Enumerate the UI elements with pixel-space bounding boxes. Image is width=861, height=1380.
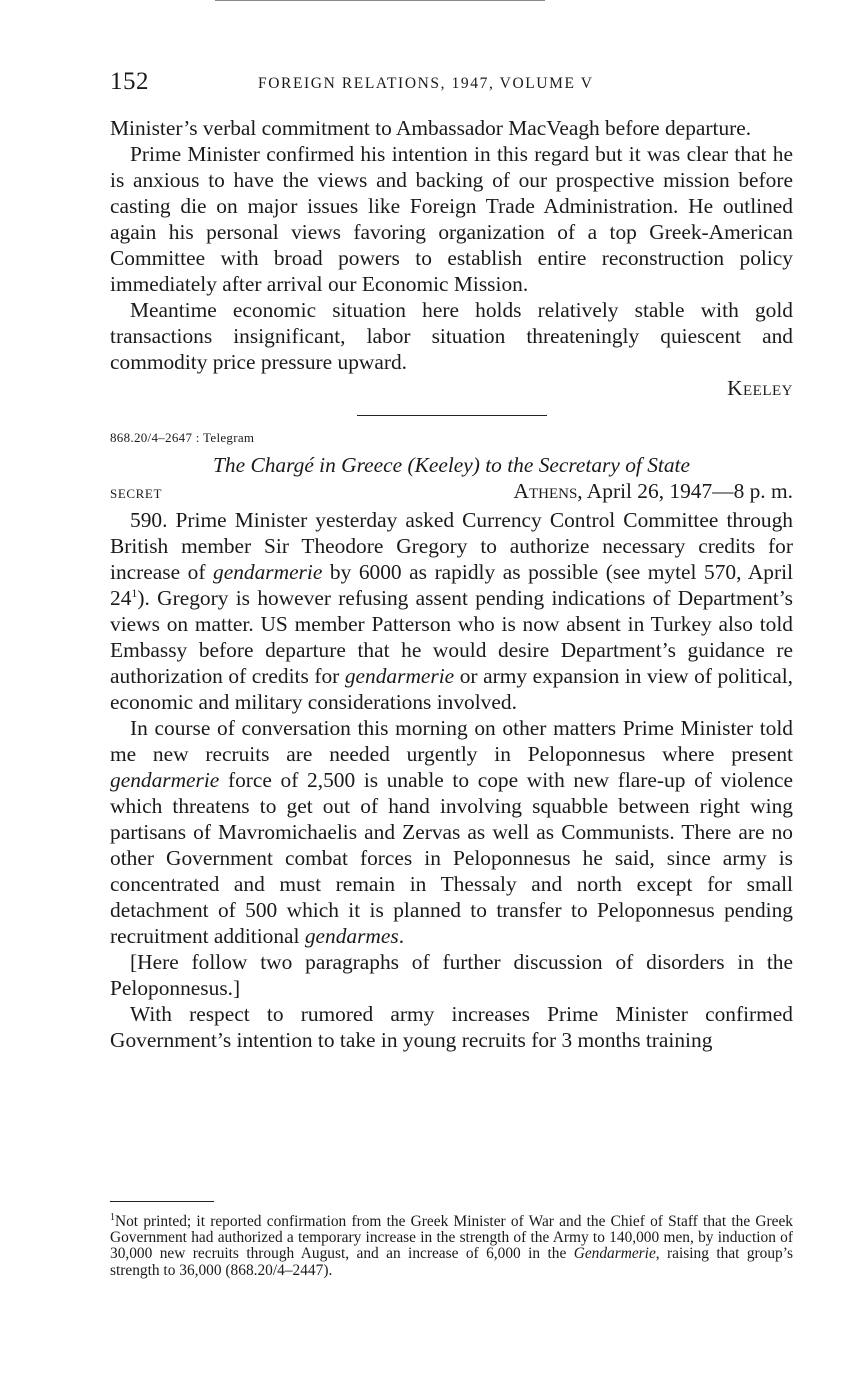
page-number: 152 bbox=[110, 68, 149, 95]
page-header bbox=[110, 68, 793, 98]
telegram-paragraph-1: 590. Prime Minister yesterday asked Currency Control Committee through British member Sir Theodore Gregory to authorize necessary credits for increase of gendarmerie by 6000 as rapidly as possible (see mytel 570, April $24^1$). Gregory is however refusing assent pending indications of Department’s views on matter. US member Patterson who is now absent in Turkey also told Embassy before departure that he would desire Department’s guidance re authorization of credits for gendarmerie or army expansion in view of political, economic and military considerations involved. bbox=[110, 508, 794, 714]
footnote-reference: 1 bbox=[131, 585, 138, 600]
place: Athens bbox=[513, 479, 578, 503]
signature: Keeley bbox=[727, 376, 793, 400]
section-separator bbox=[357, 415, 547, 416]
page-body bbox=[110, 115, 793, 1053]
document-title: The Chargé in Greece (Keeley) to the Secretary of State bbox=[213, 453, 690, 477]
running-head: FOREIGN RELATIONS, 1947, VOLUME V bbox=[258, 75, 594, 92]
continuation-paragraph-2: Prime Minister confirmed his intention in this regard but it was clear that he is anxious to have the views and backing of our prospective mission before casting die on major issues like Foreign Trade Administration. He outlined again his personal views favoring organization of a top Greek-American Committee with broad powers to establish entire reconstruction policy immediately after arrival our Economic Mission. bbox=[110, 142, 793, 296]
footnote-rule bbox=[110, 1201, 214, 1202]
telegram-paragraph-2: In course of conversation this morning on other matters Prime Minister told me new recruits are needed urgently in Peloponnesus where present gendarmerie force of 2,500 is unable to cope with new flare-up of violence which threatens to get out of hand involving squabble between right wing partisans of Mavromichaelis and Zervas as well as Communists. There are no other Government combat forces in Peloponnesus he said, since army is concentrated and must remain in Thessaly and north except for small detachment of 500 which it is planned to transfer to Peloponnesus pending recruitment additional gendarmes. bbox=[110, 716, 793, 948]
file-reference: 868.20/4–2647 : Telegram bbox=[110, 430, 255, 445]
date: , April 26, 1947—8 p. m. bbox=[577, 479, 793, 503]
classification: SECRET bbox=[110, 486, 162, 501]
top-rule bbox=[215, 0, 545, 1]
footnote: $^1$Not printed; it reported confirmation from the Greek Minister of War and the Chief of Staff that the Greek Government had authorized a temporary increase in the strength of the Army to 140,000 men, by induction of 30,000 new recruits through August, and an increase of 6,000 in the Gendarmerie, raising that group’s strength to 36,000 (868.20/4–2447). bbox=[110, 1211, 794, 1279]
editorial-note: [Here follow two paragraphs of further discussion of disorders in the Peloponnesus.] bbox=[110, 950, 793, 1000]
continuation-paragraph-1: Minister’s verbal commitment to Ambassador MacVeagh before departure. bbox=[110, 116, 752, 140]
footnote-marker: 1 bbox=[110, 1211, 115, 1223]
continuation-paragraph-3: Meantime economic situation here holds relatively stable with gold transactions insignificant, labor situation threateningly quiescent and commodity price pressure upward. bbox=[110, 298, 793, 374]
dateline bbox=[110, 478, 793, 507]
telegram-paragraph-4: With respect to rumored army increases Prime Minister confirmed Government’s intention to take in young recruits for 3 months training bbox=[110, 1002, 793, 1052]
place-date bbox=[514, 478, 793, 504]
